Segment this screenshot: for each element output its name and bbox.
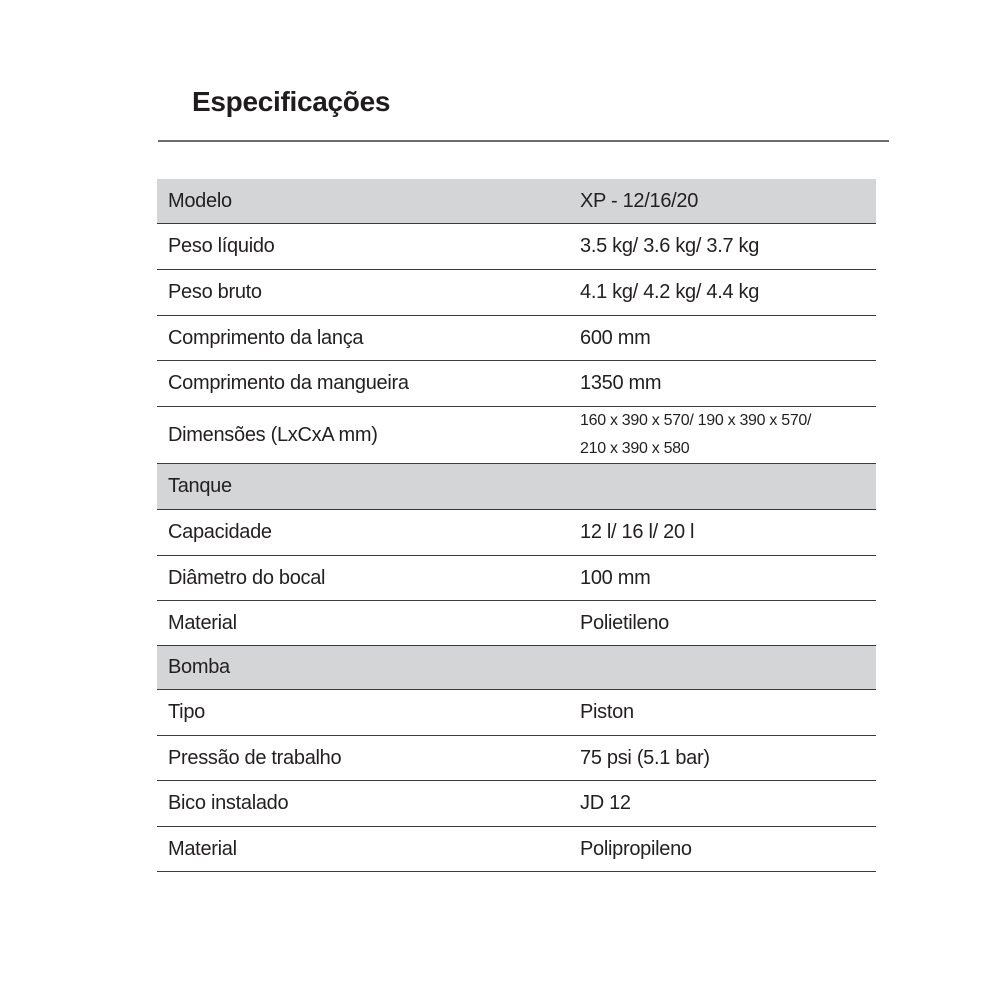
table-row bbox=[157, 601, 876, 646]
table-row bbox=[157, 736, 876, 781]
row-value: 100 mm bbox=[580, 566, 651, 589]
row-label: Material bbox=[168, 837, 237, 860]
row-label: Modelo bbox=[168, 189, 232, 212]
section-header-tanque bbox=[157, 464, 876, 510]
row-value: 600 mm bbox=[580, 326, 651, 349]
page-title: Especificações bbox=[192, 86, 391, 117]
row-label: Pressão de trabalho bbox=[168, 746, 342, 769]
section-header-bomba bbox=[157, 646, 876, 690]
row-value: 3.5 kg/ 3.6 kg/ 3.7 kg bbox=[580, 235, 760, 257]
row-value: 75 psi (5.1 bar) bbox=[580, 746, 710, 769]
row-label: Dimensões (LxCxA mm) bbox=[168, 423, 378, 446]
row-value-line: 210 x 390 x 580 bbox=[580, 440, 690, 457]
table-row bbox=[157, 224, 876, 270]
table-row bbox=[157, 270, 876, 316]
row-label: Bico instalado bbox=[168, 792, 289, 814]
row-label: Peso bruto bbox=[168, 281, 262, 303]
row-label: Material bbox=[168, 611, 237, 634]
row-value: 1350 mm bbox=[580, 372, 662, 394]
row-label: Diâmetro do bocal bbox=[168, 566, 326, 589]
table-row bbox=[157, 827, 876, 872]
table-row-modelo bbox=[157, 179, 876, 224]
row-label: Peso líquido bbox=[168, 235, 275, 257]
row-value: XP - 12/16/20 bbox=[580, 189, 699, 212]
row-value: Piston bbox=[580, 701, 634, 723]
table-row bbox=[157, 407, 876, 464]
title-divider bbox=[158, 140, 889, 142]
specifications-table bbox=[157, 179, 876, 872]
row-value: Polipropileno bbox=[580, 837, 692, 860]
table-row bbox=[157, 556, 876, 601]
table-row bbox=[157, 316, 876, 361]
section-label: Tanque bbox=[168, 475, 232, 497]
row-label: Capacidade bbox=[168, 521, 272, 543]
row-label: Comprimento da lança bbox=[168, 326, 364, 349]
row-value bbox=[580, 407, 876, 463]
table-row bbox=[157, 781, 876, 827]
row-value: JD 12 bbox=[580, 792, 631, 814]
row-value: Polietileno bbox=[580, 611, 669, 634]
row-value-line: 160 x 390 x 570/ 190 x 390 x 570/ bbox=[580, 412, 812, 429]
table-row bbox=[157, 690, 876, 736]
row-value: 12 l/ 16 l/ 20 l bbox=[580, 521, 695, 543]
section-label: Bomba bbox=[168, 656, 230, 678]
row-label: Comprimento da mangueira bbox=[168, 372, 409, 394]
row-value: 4.1 kg/ 4.2 kg/ 4.4 kg bbox=[580, 281, 760, 303]
table-row bbox=[157, 361, 876, 407]
table-row bbox=[157, 510, 876, 556]
row-label: Tipo bbox=[168, 701, 205, 723]
